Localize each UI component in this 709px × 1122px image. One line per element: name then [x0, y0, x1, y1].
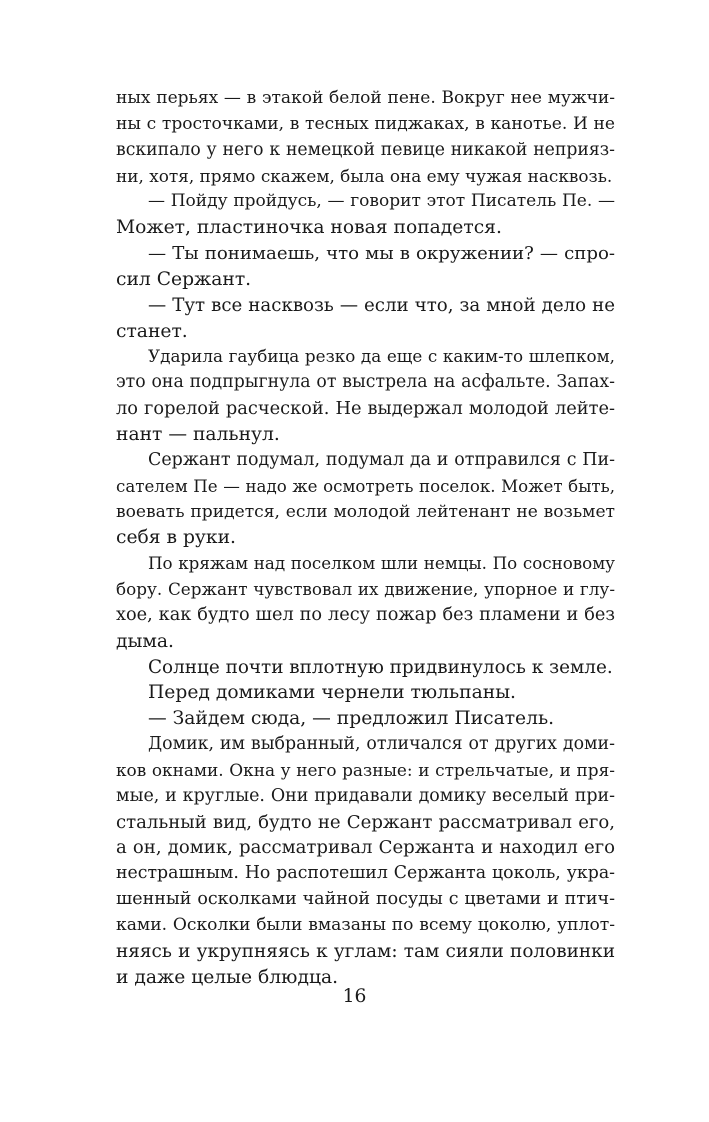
text-line: Солнце почти вплотную придвинулось к земле. [148, 656, 613, 678]
page-number: 16 [342, 986, 367, 1007]
text-line: и даже целые блюдца. [116, 966, 339, 988]
text-line: нант — пальнул. [116, 423, 280, 445]
text-line: хое, как будто шел по лесу пожар без пламени и без [116, 604, 615, 625]
text-line: Домик, им выбранный, отличался от других доми- [148, 734, 615, 755]
text-line: ков окнами. Окна у него разные: и стрельчатые, и пря- [116, 759, 615, 780]
text-line: себя в руки. [116, 527, 236, 549]
text-line: — Пойду пройдусь, — говорит этот Писатель Пе. — [148, 191, 615, 212]
text-line: станет. [116, 320, 188, 342]
text-line: — Тут все насквозь — если что, за мной дело не [148, 294, 615, 316]
text-line: стальный вид, будто не Сержант рассматривал его, [116, 811, 615, 833]
text-line: ных перьях — в этакой белой пене. Вокруг нее мужчи- [116, 88, 615, 108]
text-line: Перед домиками чернели тюльпаны. [148, 682, 517, 704]
text-line: шенный осколками чайной посуды с цветами и птич- [116, 889, 615, 910]
text-line: Сержант подумал, подумал да и отправился с Пи- [148, 449, 615, 470]
text-line: ками. Осколки были вмазаны по всему цоколю, уплот- [116, 915, 615, 935]
text-line: сателем Пе — надо же осмотреть поселок. Может быть, [116, 476, 615, 496]
text-line: ни, хотя, прямо скажем, была она ему чужая насквозь. [116, 165, 613, 186]
text-line: сил Сержант. [116, 268, 252, 290]
text-line: няясь и укрупняясь к углам: там сияли половинки [116, 940, 615, 962]
text-line: Может, пластиночка новая попадется. [116, 217, 502, 239]
text-line: ло горелой расческой. Не выдержал молодой лейте- [116, 398, 615, 420]
text-line: — Ты понимаешь, что мы в окружении? — спро- [148, 243, 615, 265]
text-line: это она подпрыгнула от выстрела на асфальте. Запах- [116, 372, 615, 393]
text-line: ны с тросточками, в тесных пиджаках, в канотье. И не [116, 113, 615, 134]
text-line: — Зайдем сюда, — предложил Писатель. [148, 708, 555, 730]
text-line: бору. Сержант чувствовал их движение, упорное и глу- [116, 579, 615, 600]
text-line: воевать придется, если молодой лейтенант не возьмет [116, 501, 615, 522]
text-line: нестрашным. Но распотешил Сержанта цоколь, укра- [116, 863, 615, 884]
text-line: Ударила гаубица резко да еще с каким-то шлепком, [148, 346, 615, 367]
text-line: По кряжам над поселком шли немцы. По сосновому [148, 553, 615, 574]
text-line: мые, и круглые. Они придавали домику веселый при- [116, 785, 615, 806]
text-line: а он, домик, рассматривал Сержанта и находил его [116, 837, 615, 859]
text-line: дыма. [116, 630, 174, 652]
text-body [116, 86, 615, 991]
text-line: вскипало у него к немецкой певице никакой неприяз- [116, 139, 615, 160]
